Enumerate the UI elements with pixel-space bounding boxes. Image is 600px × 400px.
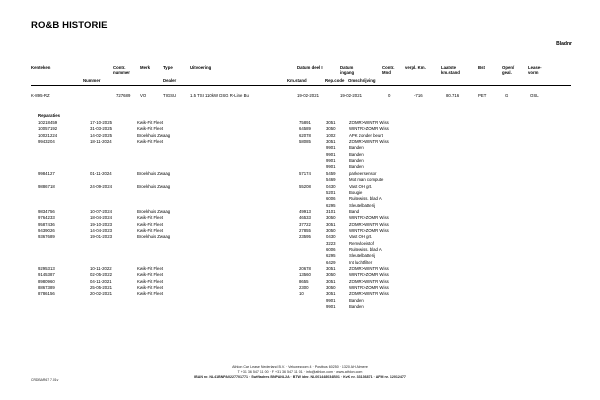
- header-rep-code: Rep.code: [325, 78, 345, 83]
- repair-dealer: Broekhuis Zwaag: [137, 234, 171, 240]
- repair-number: 9587436: [38, 221, 55, 227]
- repair-description: parkeersensor: [349, 170, 377, 176]
- repair-dealer: Kwik-Fit Fleet: [137, 285, 164, 291]
- vehicle-merk: VO: [140, 93, 147, 98]
- footer-bank-details: IBAN nr. NL41BNPA0227701771 · Swiftadres BNPANL2A · BTW idnr. NL001448034B01 · KvK nr. 33136871 · AFM nr. 12012477: [194, 375, 406, 379]
- repair-number: 9295313: [38, 266, 55, 272]
- repair-km-stand: 46533: [299, 215, 311, 221]
- repair-km-stand: 8655: [299, 278, 309, 284]
- repair-number: 9145387: [38, 272, 55, 278]
- repair-code: 5201: [326, 189, 336, 195]
- vehicle-uitvoering: 1.5 TSI 110kW DSG R-Line Bu: [190, 93, 249, 98]
- repair-code: 3050: [326, 126, 336, 132]
- footer-address: Athlon Car Lease Nederland B.V. · Veluwezoom 4 · Postbus 60250 · 1320 AH Almere: [232, 365, 368, 369]
- repair-description: Vast OH grt.: [349, 234, 373, 240]
- repair-description: Sleutelbatterij: [349, 202, 376, 208]
- repair-km-stand: 55208: [299, 183, 311, 189]
- repair-date: 18-04-2024: [90, 215, 112, 221]
- repair-km-stand: 20678: [299, 266, 311, 272]
- repair-description: WINTR>ZOMR Wiss: [349, 227, 389, 233]
- repair-dealer: Kwik-Fit Fleet: [137, 278, 164, 284]
- repair-code: 6429: [326, 259, 336, 265]
- repair-number: 9984127: [38, 170, 55, 176]
- repair-code: 3050: [326, 285, 336, 291]
- repairs-section-label: Reparaties: [38, 113, 60, 118]
- footer-contact: T +31 36 547 11 00 · F +31 36 547 11 01 · info@athlon.com · www.athlon.com: [237, 370, 363, 374]
- repair-description: Banden: [349, 304, 364, 310]
- vehicle-open-geal: G: [505, 93, 509, 98]
- repair-date: 17-10-2025: [90, 120, 112, 125]
- repair-km-stand: 64589: [299, 126, 311, 132]
- repair-number: 10057192: [38, 126, 58, 132]
- repair-km-stand: 23595: [299, 234, 311, 240]
- repair-description: Banden: [349, 164, 364, 170]
- repair-code: 6006: [326, 196, 336, 202]
- repair-km-stand: 37722: [299, 221, 311, 227]
- footer-document-code: CRDBAR67 7.01v: [31, 378, 59, 382]
- vehicle-type: TIGSU: [163, 93, 177, 98]
- page-title: RO&B HISTORIE: [31, 20, 108, 31]
- repair-description: WINTR>ZOMR Wiss: [349, 215, 389, 221]
- repair-dealer: Kwik-Fit Fleet: [137, 272, 164, 278]
- repair-date: 14-02-2025: [90, 132, 112, 138]
- repair-dealer: Kwik-Fit Fleet: [137, 266, 164, 272]
- repair-dealer: Kwik-Fit Fleet: [137, 120, 164, 125]
- repair-code: 3050: [326, 215, 336, 221]
- repair-dealer: Broekhuis Zwaag: [137, 132, 171, 138]
- repair-number: 9439026: [38, 227, 55, 233]
- repair-code: 9901: [326, 151, 336, 157]
- repair-code: 5459: [326, 170, 336, 176]
- vehicle-brandstof: PET: [478, 93, 487, 98]
- repair-description: Ruitewiss. blad A: [349, 196, 382, 202]
- repair-code: 3223: [326, 240, 336, 246]
- repair-code: 9901: [326, 164, 336, 170]
- repair-code: 3050: [326, 272, 336, 278]
- repair-description: Bougie: [349, 189, 363, 195]
- repair-number: 8867389: [38, 285, 55, 291]
- repair-date: 01-11-2024: [90, 170, 112, 176]
- repair-dealer: Kwik-Fit Fleet: [137, 221, 164, 227]
- repair-description: Banden: [349, 151, 364, 157]
- vehicle-kenteken: K-895-RZ: [31, 93, 50, 98]
- repair-description: ZOMR>WINTR Wiss: [349, 221, 389, 227]
- repair-number: 9834756: [38, 208, 55, 214]
- header-laatste-km: Laatste km.stand: [441, 65, 460, 76]
- header-contr-nummer: Contr. nummer: [113, 65, 130, 76]
- header-kenteken: Kenteken: [31, 65, 51, 70]
- header-contr-mnd: Contr. Mnd: [382, 65, 395, 76]
- repair-date: 24-09-2024: [90, 183, 112, 189]
- repair-dealer: Kwik-Fit Fleet: [137, 215, 164, 221]
- header-open-geal: Open/ geal.: [502, 65, 515, 76]
- repair-code: 9901: [326, 145, 336, 151]
- vehicle-contract-number: 727689: [116, 93, 131, 98]
- repair-code: 3051: [326, 266, 336, 272]
- repair-dealer: Broekhuis Zwaag: [137, 183, 171, 189]
- header-uitvoering: Uitvoering: [190, 65, 212, 70]
- repair-description: ZOMR>WINTR Wiss: [349, 291, 389, 297]
- repair-date: 04-11-2021: [90, 278, 112, 284]
- repair-description: WINTR>ZOMR Wiss: [349, 126, 389, 132]
- vehicle-verpl-km: -716: [414, 93, 423, 98]
- repair-code: 0430: [326, 183, 336, 189]
- repair-number: 8980960: [38, 278, 55, 284]
- repair-date: 31-03-2025: [90, 126, 112, 132]
- repair-description: Int luchtfilter: [349, 259, 373, 265]
- repair-description: Mot man compute: [349, 177, 384, 183]
- header-merk: Merk: [140, 65, 151, 70]
- repair-dealer: Broekhuis Zwaag: [137, 208, 171, 214]
- repair-km-stand: 58085: [299, 139, 311, 145]
- repair-code: 1002: [326, 132, 336, 138]
- repair-code: 6295: [326, 202, 336, 208]
- repair-code: 0430: [326, 234, 336, 240]
- repair-date: 20-02-2021: [90, 291, 112, 297]
- header-brandstof: Bst: [478, 65, 485, 70]
- repair-dealer: Kwik-Fit Fleet: [137, 291, 164, 297]
- repair-date: 02-05-2022: [90, 272, 112, 278]
- repair-description: ZOMR>WINTR Wiss: [349, 266, 389, 272]
- header-omschrijving: Omschrijving: [348, 78, 376, 83]
- repair-km-stand: 75891: [299, 120, 311, 125]
- repair-date: 25-05-2021: [90, 285, 112, 291]
- repair-code: 3051: [326, 120, 336, 125]
- repair-description: ZOMR>WINTR Wiss: [349, 139, 389, 145]
- repair-description: Banden: [349, 158, 364, 164]
- page-number-label: Bladnr: [556, 41, 572, 47]
- repair-description: Ruitewiss. blad A: [349, 247, 382, 252]
- repair-code: 6295: [326, 253, 336, 259]
- header-km-stand: Km.stand: [287, 78, 307, 83]
- header-dealer: Dealer: [163, 78, 177, 83]
- repair-km-stand: 27855: [299, 227, 311, 233]
- repair-description: ZOMR>WINTR Wiss: [349, 278, 389, 284]
- repair-number: 9886718: [38, 183, 55, 189]
- repair-description: Sleutelbatterij: [349, 253, 376, 259]
- vehicle-laatste-km: 80.716: [446, 93, 460, 98]
- repair-code: 9901: [326, 297, 336, 303]
- repair-code: 3051: [326, 278, 336, 284]
- header-verpl-km: verpl. Km.: [405, 65, 426, 70]
- repair-description: Band: [349, 208, 360, 214]
- header-type: Type: [163, 65, 173, 70]
- repair-km-stand: 2300: [299, 285, 309, 291]
- repair-number: 10218459: [38, 120, 58, 125]
- repair-km-stand: 49913: [299, 208, 311, 214]
- repair-number: 9367689: [38, 234, 55, 240]
- repair-code: 3101: [326, 208, 336, 214]
- repair-code: 3051: [326, 291, 336, 297]
- repair-code: 3051: [326, 139, 336, 145]
- repair-date: 19-01-2023: [90, 234, 112, 240]
- repair-number: 9764233: [38, 215, 55, 221]
- repair-code: 3051: [326, 221, 336, 227]
- header-lease-vorm: Lease- vorm: [528, 65, 542, 76]
- repair-dealer: Kwik-Fit Fleet: [137, 126, 164, 132]
- vehicle-lease-vorm: OSL: [530, 93, 539, 98]
- header-divider: [31, 85, 571, 86]
- repair-code: 5469: [326, 177, 336, 183]
- repair-km-stand: 62078: [299, 132, 311, 138]
- repair-description: WINTR>ZOMR Wiss: [349, 272, 389, 278]
- vehicle-contr-mnd: 0: [388, 93, 391, 98]
- repair-description: ZOMR>WINTR Wiss: [349, 120, 389, 125]
- repair-code: 9901: [326, 158, 336, 164]
- repair-code: 9901: [326, 304, 336, 310]
- repair-dealer: Broekhuis Zwaag: [137, 170, 171, 176]
- repair-number: 8786156: [38, 291, 55, 297]
- header-datum-deel1: Datum deel I: [297, 65, 323, 70]
- repair-description: Banden: [349, 145, 364, 151]
- vehicle-datum-deel1: 19-02-2021: [297, 93, 319, 98]
- repair-date: 14-04-2023: [90, 227, 112, 233]
- repair-description: WINTR>ZOMR Wiss: [349, 285, 389, 291]
- repair-date: 10-11-2022: [90, 266, 112, 272]
- repair-date: 18-11-2024: [90, 139, 112, 145]
- repair-number: 10021224: [38, 132, 58, 138]
- repair-description: Banden: [349, 297, 364, 303]
- header-datum-ingang: Datum ingang: [340, 65, 355, 76]
- repair-description: APK zonder beurt: [349, 132, 383, 138]
- repair-date: 19-10-2023: [90, 221, 112, 227]
- vehicle-datum-ingang: 19-02-2021: [340, 93, 362, 98]
- repair-km-stand: 57174: [299, 170, 311, 176]
- repair-km-stand: 13560: [299, 272, 311, 278]
- repair-km-stand: 10: [299, 291, 304, 297]
- header-nummer: Nummer: [83, 78, 101, 83]
- repair-date: 10-07-2024: [90, 208, 112, 214]
- repair-dealer: Kwik-Fit Fleet: [137, 139, 164, 145]
- repair-code: 3050: [326, 227, 336, 233]
- repair-dealer: Kwik-Fit Fleet: [137, 227, 164, 233]
- repair-description: Vast OH grt.: [349, 183, 373, 189]
- repair-code: 6006: [326, 247, 336, 252]
- repair-description: Remvloeistof: [349, 240, 374, 246]
- repair-number: 9943204: [38, 139, 55, 145]
